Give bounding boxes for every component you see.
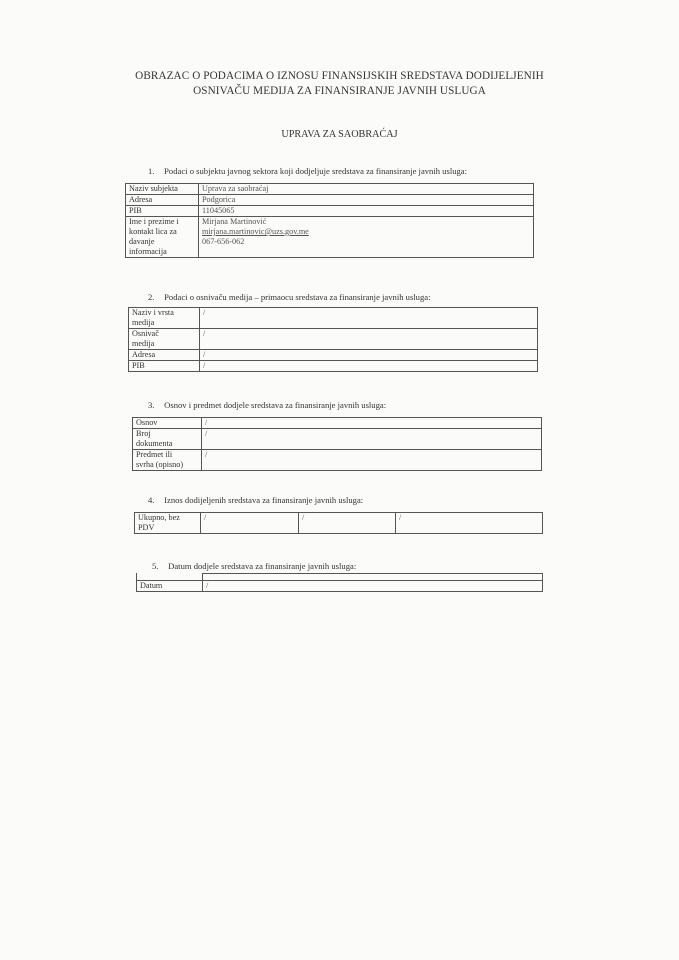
contact-phone: 067-656-062 — [202, 237, 245, 246]
section-1-table — [125, 183, 534, 258]
row-value: / — [202, 429, 542, 450]
row-label: Datum — [137, 581, 203, 592]
table-row — [126, 217, 534, 258]
row-value: / — [202, 418, 542, 429]
section-4-heading — [148, 495, 363, 505]
row-label — [129, 329, 200, 350]
label-line: davanje — [129, 237, 155, 246]
table-row — [129, 350, 538, 361]
label-line: svrha (opisno) — [136, 460, 184, 469]
table-row — [135, 513, 543, 534]
row-value: / — [200, 361, 538, 372]
section-heading-text: Podaci o subjektu javnog sektora koji dodjeljuje sredstava za finansiranje javnih usluga: — [164, 166, 468, 176]
section-2-table — [128, 307, 538, 372]
row-label: Adresa — [126, 195, 199, 206]
section-1-heading — [148, 166, 467, 176]
document-subtitle: UPRAVA ZA SAOBRAĆAJ — [281, 129, 398, 140]
row-value: Podgorica — [199, 195, 534, 206]
section-heading-text: Osnov i predmet dodjele sredstava za finansiranje javnih usluga: — [164, 400, 387, 410]
label-line: kontakt lica za — [129, 227, 177, 236]
row-spacer — [203, 574, 543, 581]
table-row — [137, 574, 543, 581]
section-number: 5. — [152, 561, 159, 571]
row-label — [126, 217, 199, 258]
row-value — [199, 217, 534, 258]
row-value: / — [200, 308, 538, 329]
document-title-line-1: OBRAZAC O PODACIMA O IZNOSU FINANSIJSKIH SREDSTAVA DODIJELJENIH — [135, 70, 544, 82]
row-label — [137, 574, 203, 581]
section-5-heading — [152, 561, 356, 571]
row-label — [133, 450, 202, 471]
table-row — [129, 308, 538, 329]
table-row — [133, 418, 542, 429]
amount-cell: / — [299, 513, 396, 534]
section-4-table — [134, 512, 543, 534]
row-label — [135, 513, 201, 534]
section-3-table — [132, 417, 542, 471]
label-line: dokumenta — [136, 439, 173, 448]
section-heading-text: Iznos dodijeljenih sredstava za finansiranje javnih usluga: — [164, 495, 364, 505]
row-label — [129, 308, 200, 329]
table-row — [129, 329, 538, 350]
row-label: PIB — [129, 361, 200, 372]
section-3-heading — [148, 400, 386, 410]
label-line: medija — [132, 339, 155, 348]
row-value: / — [200, 350, 538, 361]
row-value: / — [203, 581, 543, 592]
label-line: medija — [132, 318, 155, 327]
label-line: Osnivač — [132, 329, 159, 338]
label-line: Broj — [136, 429, 151, 438]
table-row — [137, 581, 543, 592]
row-label — [133, 429, 202, 450]
row-label: Adresa — [129, 350, 200, 361]
label-line: Ukupno, bez — [138, 513, 180, 522]
table-row — [133, 429, 542, 450]
table-row — [126, 184, 534, 195]
row-label: Naziv subjekta — [126, 184, 199, 195]
table-row — [129, 361, 538, 372]
section-number: 4. — [148, 495, 155, 505]
table-row — [126, 206, 534, 217]
label-line: Naziv i vrsta — [132, 308, 174, 317]
section-5-table — [136, 573, 543, 592]
section-number: 2. — [148, 292, 155, 302]
label-line: informacija — [129, 247, 167, 256]
row-label: Osnov — [133, 418, 202, 429]
section-number: 1. — [148, 166, 155, 176]
section-heading-text: Datum dodjele sredstava za finansiranje javnih usluga: — [168, 561, 357, 571]
section-2-heading — [148, 292, 430, 302]
row-label: PIB — [126, 206, 199, 217]
amount-cell: / — [396, 513, 543, 534]
amount-cell: / — [201, 513, 299, 534]
table-row — [133, 450, 542, 471]
row-value: 11045065 — [199, 206, 534, 217]
document-title-line-2: OSNIVAČU MEDIJA ZA FINANSIRANJE JAVNIH USLUGA — [193, 85, 486, 97]
label-line: PDV — [138, 523, 155, 532]
contact-email: mirjana.martinovic@uzs.gov.me — [202, 227, 309, 236]
label-line: Ime i prezime i — [129, 217, 179, 226]
table-row — [126, 195, 534, 206]
row-value: Uprava za saobraćaj — [199, 184, 534, 195]
contact-name: Mirjana Martinović — [202, 217, 267, 226]
section-number: 3. — [148, 400, 155, 410]
row-value: / — [202, 450, 542, 471]
label-line: Predmet ili — [136, 450, 173, 459]
row-value: / — [200, 329, 538, 350]
section-heading-text: Podaci o osnivaču medija – primaocu sredstava za finansiranje javnih usluga: — [164, 292, 431, 302]
